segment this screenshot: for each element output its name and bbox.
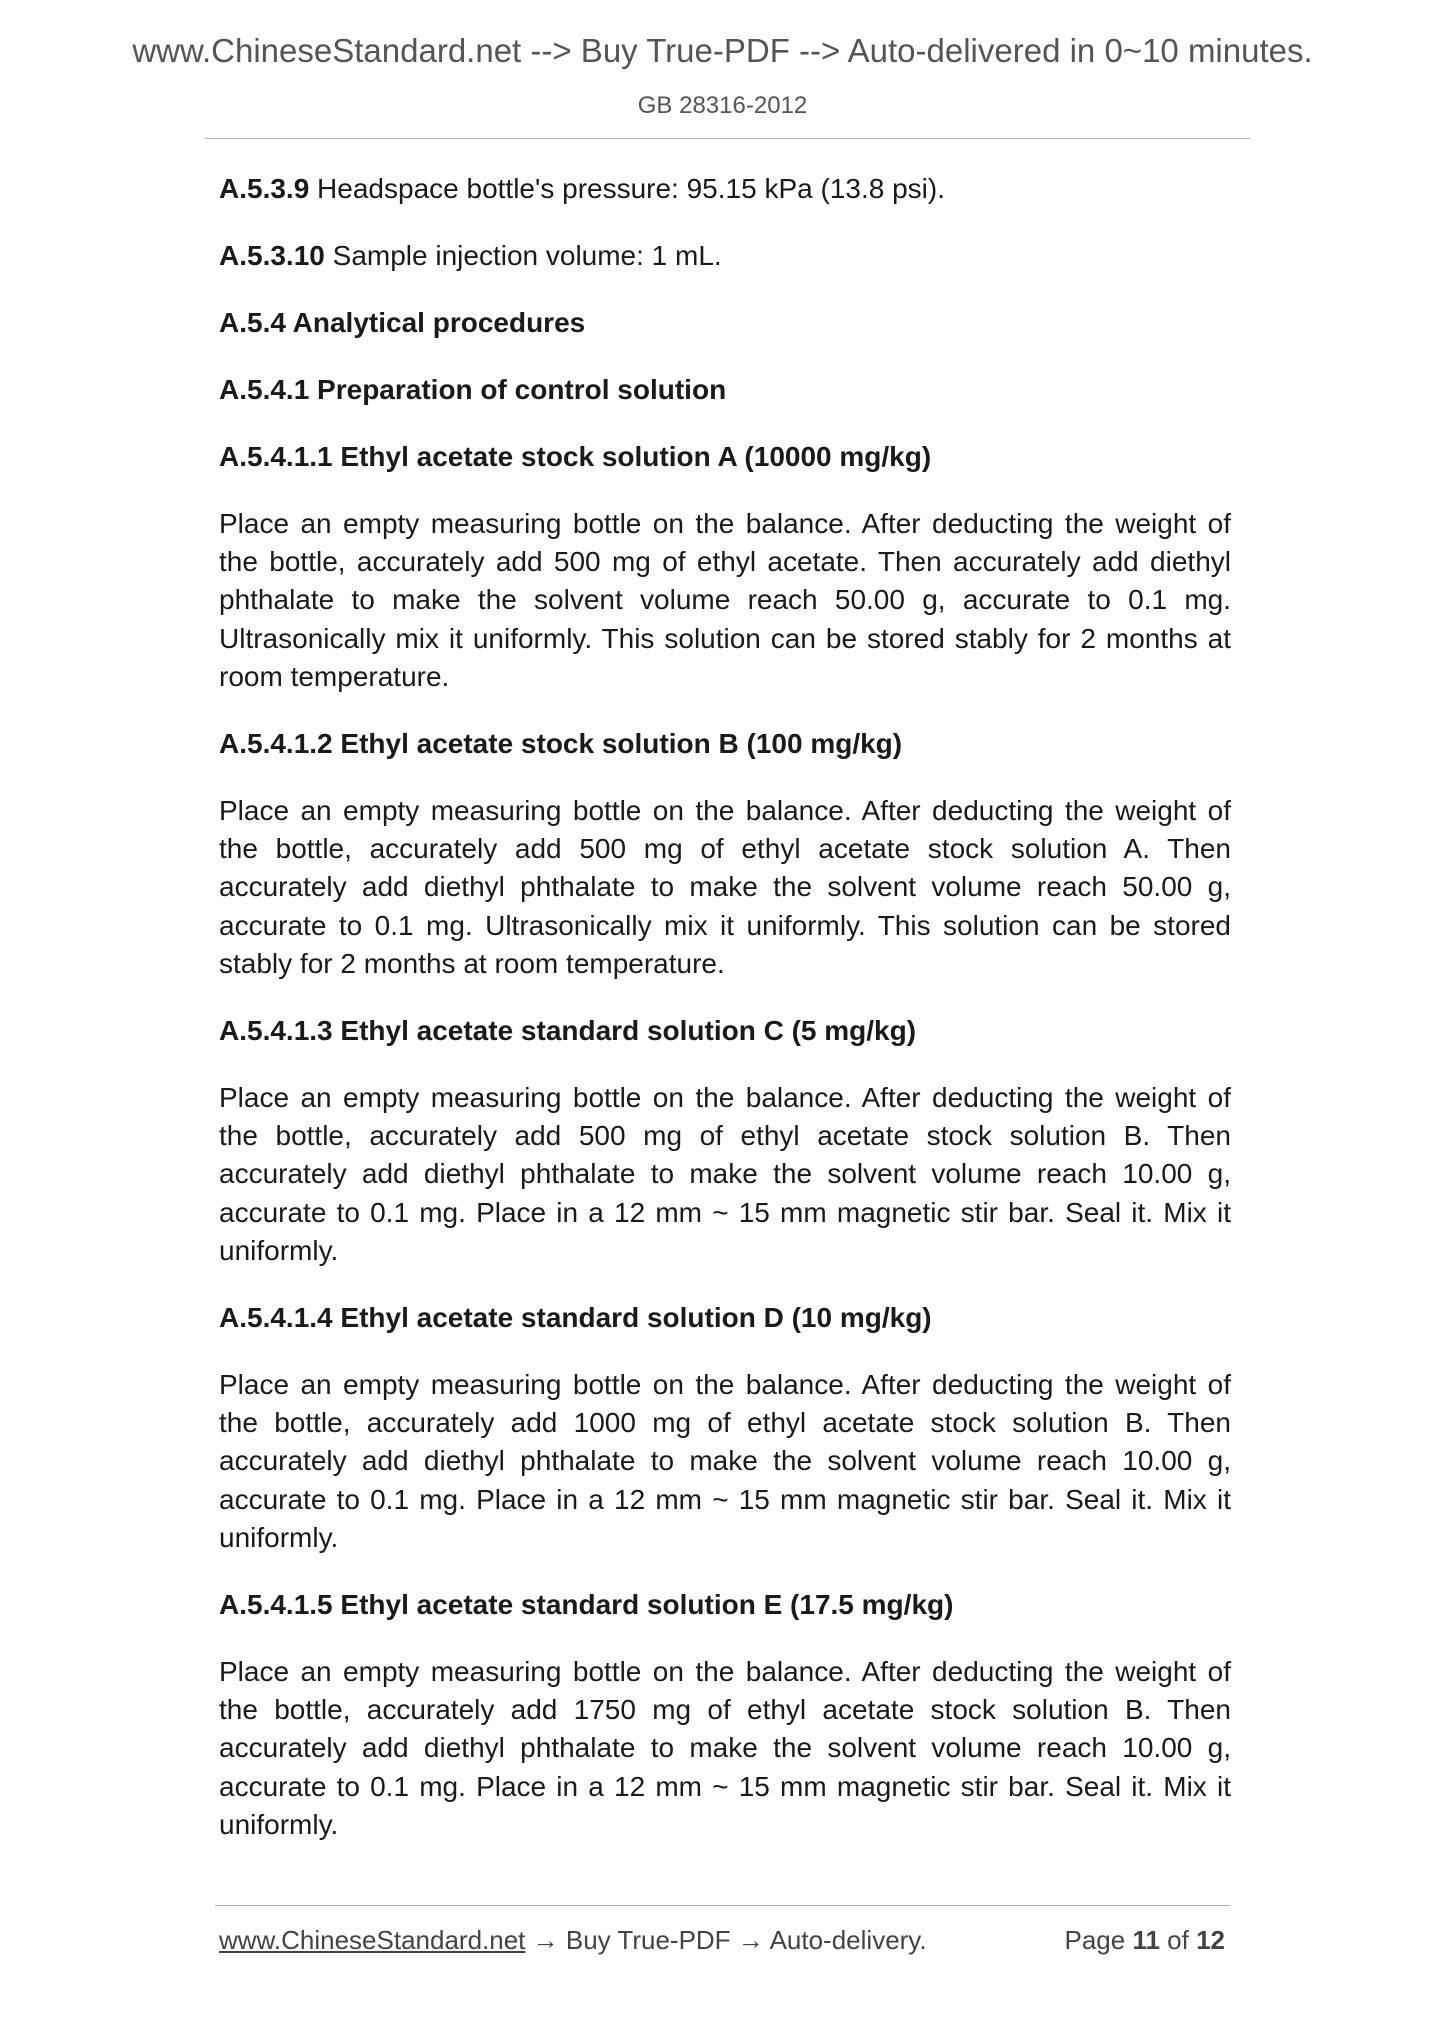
clause-text: Headspace bottle's pressure: 95.15 kPa (13.8 psi). (309, 173, 945, 204)
heading-a5413: A.5.4.1.3 Ethyl acetate standard solution C (5 mg/kg) (219, 1015, 917, 1047)
heading-a5414: A.5.4.1.4 Ethyl acetate standard solution D (10 mg/kg) (219, 1302, 932, 1334)
footer-promo (219, 1925, 927, 1956)
heading-a5412: A.5.4.1.2 Ethyl acetate stock solution B (100 mg/kg) (219, 728, 903, 760)
footer-promo-text: → Buy True-PDF → Auto-delivery. (525, 1925, 927, 1955)
paragraph-a5413: Place an empty measuring bottle on the balance. After deducting the weight of the bottle, accurately add 500 mg of ethyl acetate stock solution B. Then accurately add diethyl phthalate to make the solvent volume reach 10.00 g, accurate to 0.1 mg. Place in a 12 mm ~ 15 mm magnetic stir bar. Seal it. Mix it uniformly. (219, 1082, 1231, 1266)
paragraph-a5412: Place an empty measuring bottle on the balance. After deducting the weight of the bottle, accurately add 500 mg of ethyl acetate stock solution A. Then accurately add diethyl phthalate to make the solvent volume reach 50.00 g, accurate to 0.1 mg. Ultrasonically mix it uniformly. This solution can be stored stably for 2 months at room temperature. (219, 795, 1231, 979)
paragraph-a5411: Place an empty measuring bottle on the balance. After deducting the weight of the bottle, accurately add 500 mg of ethyl acetate. Then accurately add diethyl phthalate to make the solvent volume reach 50.00 g, accurate to 0.1 mg. Ultrasonically mix it uniformly. This solution can be stored stably for 2 months at room temperature. (219, 508, 1231, 692)
heading-a541: A.5.4.1 Preparation of control solution (219, 374, 727, 405)
paragraph-a5414: Place an empty measuring bottle on the balance. After deducting the weight of the bottle, accurately add 1000 mg of ethyl acetate stock solution B. Then accurately add diethyl phthalate to make the solvent volume reach 10.00 g, accurate to 0.1 mg. Place in a 12 mm ~ 15 mm magnetic stir bar. Seal it. Mix it uniformly. (219, 1369, 1231, 1553)
page-indicator (1064, 1925, 1225, 1956)
clause-text: Sample injection volume: 1 mL. (324, 240, 722, 271)
heading-a5411: A.5.4.1.1 Ethyl acetate stock solution A (10000 mg/kg) (219, 441, 932, 472)
site-link[interactable]: www.ChineseStandard.net (219, 1925, 526, 1955)
page-total: 12 (1196, 1925, 1225, 1955)
of-label: of (1159, 1925, 1197, 1955)
site-banner: www.ChineseStandard.net --> Buy True-PDF --> Auto-delivered in 0~10 minutes. (132, 32, 1313, 69)
clause-a539 (219, 170, 1231, 208)
clause-number: A.5.3.10 (219, 240, 325, 271)
clause-a5310 (219, 237, 1231, 275)
header-divider (205, 138, 1250, 139)
document-id: GB 28316-2012 (637, 92, 808, 119)
paragraph-a5415: Place an empty measuring bottle on the balance. After deducting the weight of the bottle, accurately add 1750 mg of ethyl acetate stock solution B. Then accurately add diethyl phthalate to make the solvent volume reach 10.00 g, accurate to 0.1 mg. Place in a 12 mm ~ 15 mm magnetic stir bar. Seal it. Mix it uniformly. (219, 1656, 1231, 1840)
document-body (219, 170, 1231, 1873)
page-current: 11 (1132, 1925, 1160, 1955)
heading-a54: A.5.4 Analytical procedures (219, 307, 586, 338)
footer-divider (215, 1905, 1230, 1906)
page-label: Page (1064, 1925, 1133, 1955)
heading-a5415: A.5.4.1.5 Ethyl acetate standard solution E (17.5 mg/kg) (219, 1589, 954, 1621)
clause-number: A.5.3.9 (219, 173, 310, 204)
